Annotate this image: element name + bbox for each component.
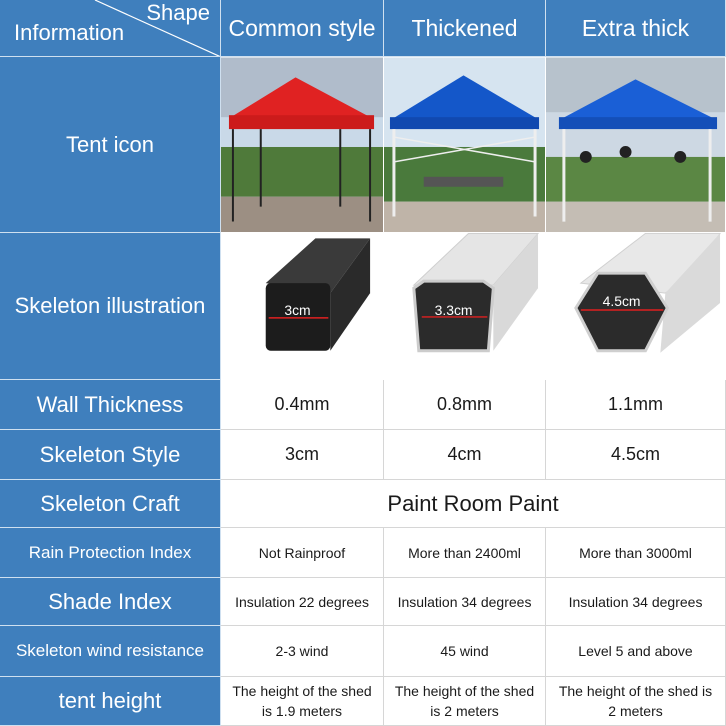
- rain-protection-common: Not Rainproof: [221, 528, 384, 578]
- row-label-shade-index: Shade Index: [0, 578, 221, 626]
- tent-height-extra-thick: The height of the shed is 2 meters: [546, 677, 726, 726]
- tent-image-common: [221, 57, 384, 233]
- skeleton-craft-merged: Paint Room Paint: [221, 480, 726, 528]
- corner-label-shape: Shape: [146, 0, 210, 25]
- wall-thickness-thickened: 0.8mm: [384, 380, 546, 430]
- skeleton-label-3-3cm: 3.3cm: [434, 301, 473, 318]
- row-label-skeleton-style: Skeleton Style: [0, 430, 221, 480]
- tent-height-common: The height of the shed is 1.9 meters: [221, 677, 384, 726]
- row-label-wind-resistance: Skeleton wind resistance: [0, 626, 221, 677]
- wind-resistance-extra-thick: Level 5 and above: [546, 626, 726, 677]
- skeleton-image-3-3cm: [384, 233, 546, 380]
- wall-thickness-common: 0.4mm: [221, 380, 384, 430]
- skeleton-style-thickened: 4cm: [384, 430, 546, 480]
- wind-resistance-common: 2-3 wind: [221, 626, 384, 677]
- shade-index-extra-thick: Insulation 34 degrees: [546, 578, 726, 626]
- skeleton-image-3cm: [221, 233, 384, 380]
- column-header-common: Common style: [221, 0, 384, 57]
- skeleton-label-3cm: 3cm: [284, 301, 311, 318]
- rain-protection-thickened: More than 2400ml: [384, 528, 546, 578]
- table-corner-cell: [0, 0, 221, 57]
- wall-thickness-extra-thick: 1.1mm: [546, 380, 726, 430]
- tent-height-thickened: The height of the shed is 2 meters: [384, 677, 546, 726]
- skeleton-image-4-5cm: [546, 233, 726, 380]
- skeleton-label-4-5cm: 4.5cm: [602, 292, 641, 309]
- rain-protection-extra-thick: More than 3000ml: [546, 528, 726, 578]
- column-header-extra-thick: Extra thick: [546, 0, 726, 57]
- wind-resistance-thickened: 45 wind: [384, 626, 546, 677]
- column-header-thickened: Thickened: [384, 0, 546, 57]
- tent-image-thickened: [384, 57, 546, 233]
- row-label-tent-height: tent height: [0, 677, 221, 726]
- shade-index-thickened: Insulation 34 degrees: [384, 578, 546, 626]
- corner-label-information: Information: [14, 20, 125, 45]
- row-label-tent-icon: Tent icon: [0, 57, 221, 233]
- skeleton-style-extra-thick: 4.5cm: [546, 430, 726, 480]
- shade-index-common: Insulation 22 degrees: [221, 578, 384, 626]
- tent-image-extra-thick: [546, 57, 726, 233]
- row-label-skeleton-craft: Skeleton Craft: [0, 480, 221, 528]
- row-label-wall-thickness: Wall Thickness: [0, 380, 221, 430]
- row-label-skeleton-illustration: Skeleton illustration: [0, 233, 221, 380]
- skeleton-style-common: 3cm: [221, 430, 384, 480]
- row-label-rain-protection: Rain Protection Index: [0, 528, 221, 578]
